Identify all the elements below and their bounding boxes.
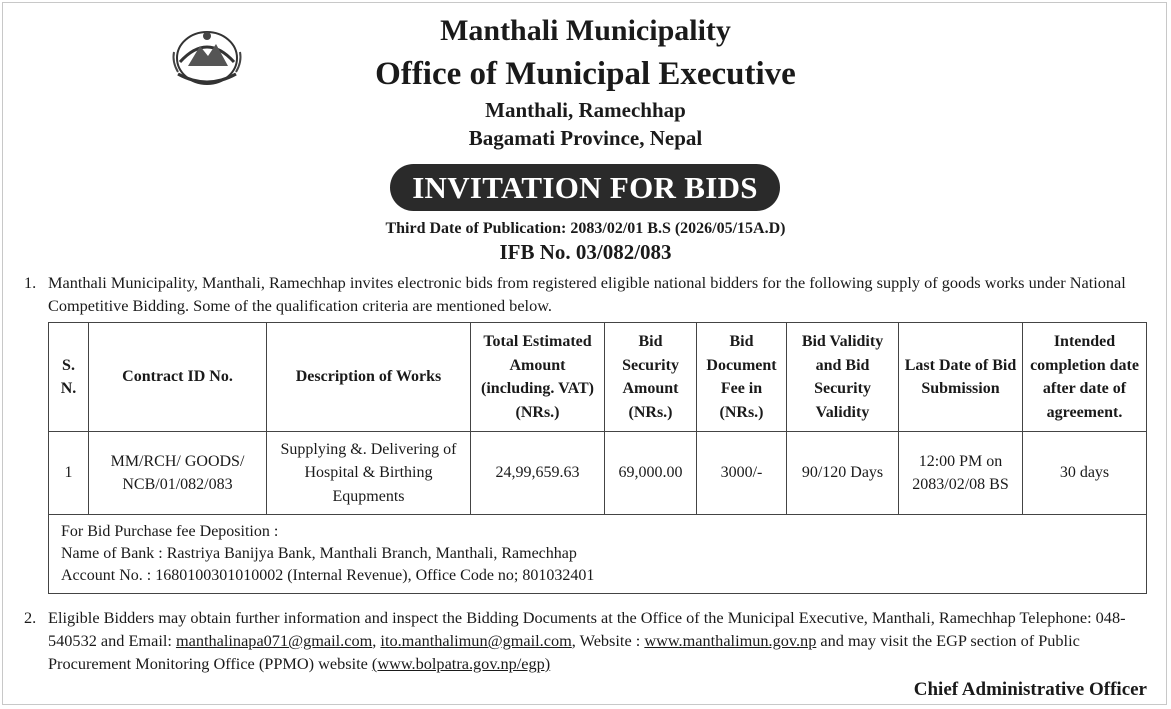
col-bid-security: Bid Security Amount (NRs.) <box>605 323 697 432</box>
egp-link[interactable]: (www.bolpatra.gov.np/egp) <box>371 654 551 673</box>
col-estimated-amount: Total Estimated Amount (including. VAT) (NRs.) <box>471 323 605 432</box>
section-2-website-label: , Website : <box>571 631 645 650</box>
cell-contract-id: MM/RCH/ GOODS/ NCB/01/082/083 <box>89 432 267 515</box>
section-2-text <box>48 606 1148 675</box>
signature: Chief Administrative Officer <box>913 679 1147 700</box>
org-name: Manthali Municipality <box>440 14 731 47</box>
section-1-number: 1. <box>24 273 37 292</box>
cell-bid-security: 69,000.00 <box>605 432 697 515</box>
cell-description: Supplying &. Delivering of Hospital & Birthing Equpments <box>267 432 471 515</box>
section-2-intro: Eligible Bidders may obtain further information and inspect the Bidding Documents at the Office of the Municipal Executive, Manthali, Ramechhap Telephone: 048-540532 and Email: <box>48 608 1126 650</box>
bank-info-cell <box>49 515 1147 594</box>
bank-deposit-label: For Bid Purchase fee Deposition : <box>61 523 279 540</box>
office-province: Bagamati Province, Nepal <box>468 126 703 150</box>
office-name: Office of Municipal Executive <box>375 56 796 92</box>
bank-name: Name of Bank : Rastriya Banijya Bank, Manthali Branch, Manthali, Ramechhap <box>61 545 577 562</box>
col-doc-fee: Bid Document Fee in (NRs.) <box>697 323 787 432</box>
email-link-2[interactable]: ito.manthalimun@gmail.com <box>380 631 572 650</box>
cell-doc-fee: 3000/- <box>697 432 787 515</box>
cell-estimated-amount: 24,99,659.63 <box>471 432 605 515</box>
ifb-number: IFB No. 03/082/083 <box>499 240 672 264</box>
office-address: Manthali, Ramechhap <box>485 98 686 122</box>
col-description: Description of Works <box>267 323 471 432</box>
bids-table <box>48 322 1147 594</box>
col-contract-id: Contract ID No. <box>89 323 267 432</box>
section-2-egp-text: and may visit the EGP section of Public Procurement Monitoring Office (PPMO) website <box>48 631 1080 673</box>
cell-last-date: 12:00 PM on 2083/02/08 BS <box>899 432 1023 515</box>
bank-account: Account No. : 1680100301010002 (Internal Revenue), Office Code no; 801032401 <box>61 567 595 584</box>
col-validity: Bid Validity and Bid Security Validity <box>787 323 899 432</box>
cell-sn: 1 <box>49 432 89 515</box>
email-link-1[interactable]: manthalinapa071@gmail.com <box>175 631 373 650</box>
section-2-sep: , <box>372 631 381 650</box>
col-completion: Intended completion date after date of agreement. <box>1023 323 1147 432</box>
bank-info-row <box>49 515 1147 594</box>
publication-date: Third Date of Publication: 2083/02/01 B.S (2026/05/15A.D) <box>385 220 786 237</box>
col-sn: S. N. <box>49 323 89 432</box>
section-2-number: 2. <box>24 608 37 627</box>
table-row <box>49 432 1147 515</box>
website-link[interactable]: www.manthalimun.gov.np <box>644 631 817 650</box>
notice-title: INVITATION FOR BIDS <box>390 164 780 211</box>
cell-validity: 90/120 Days <box>787 432 899 515</box>
col-last-date: Last Date of Bid Submission <box>899 323 1023 432</box>
cell-completion: 30 days <box>1023 432 1147 515</box>
section-1-text: Manthali Municipality, Manthali, Ramechhap invites electronic bids from registered eligible national bidders for the following supply of goods works under National Competitive Bidding. Some of the qualification criteria are mentioned below. <box>48 273 1126 315</box>
table-header-row <box>49 323 1147 432</box>
